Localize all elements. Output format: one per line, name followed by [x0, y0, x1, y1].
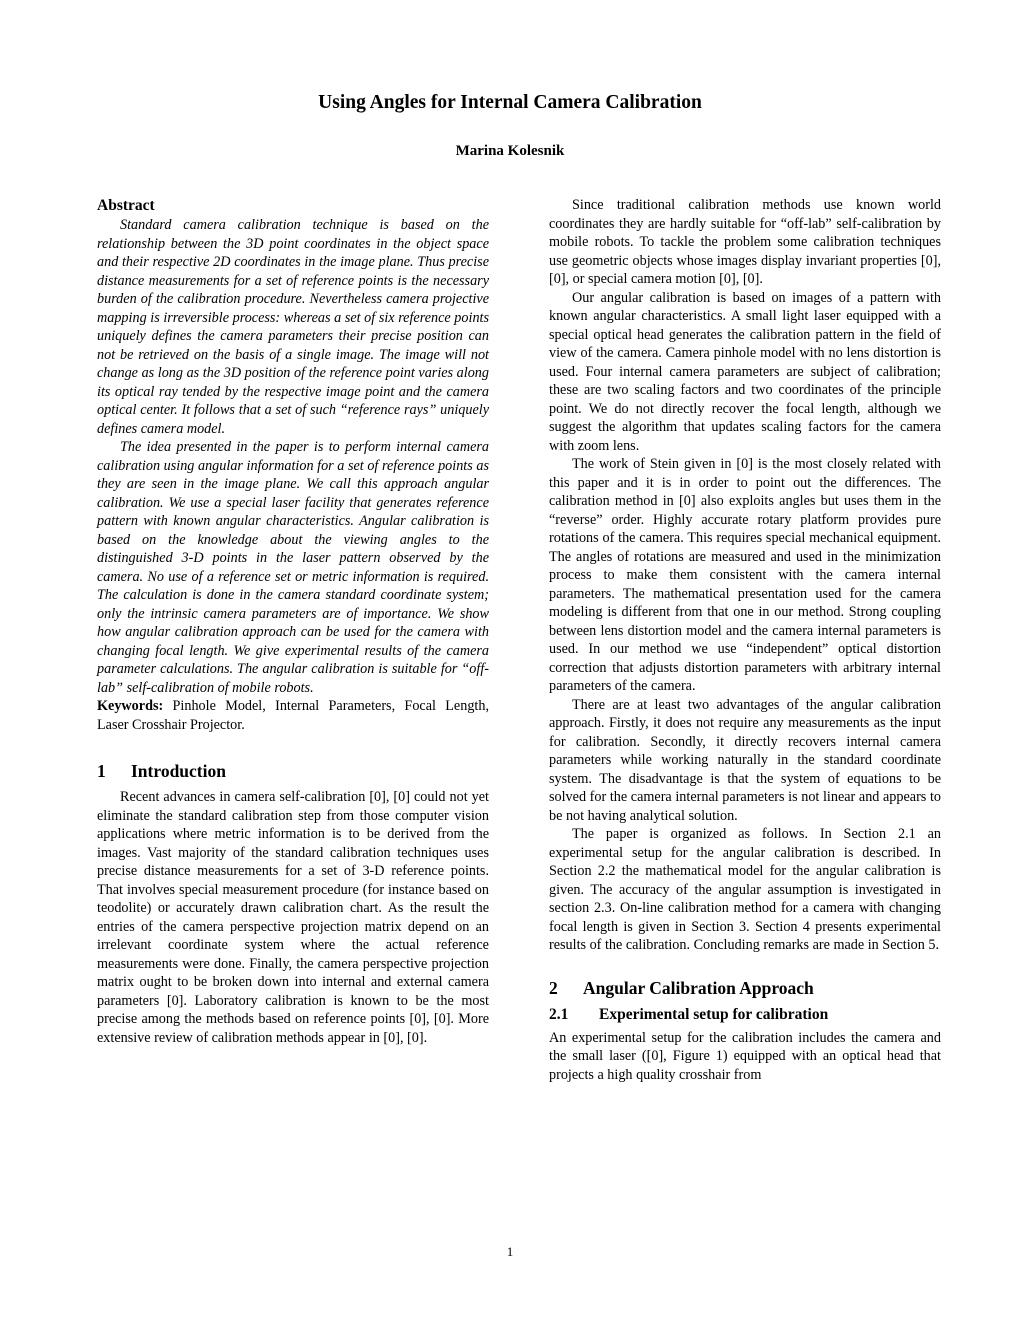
body-paragraph: The work of Stein given in [0] is the most closely related with this paper and it is in order to point out the differences. The calibration method in [0] also exploits angles but uses them in the “reverse” order. Highly accurate rotary platform provides pure rotations of the camera. This requires special mechanical equipment. The angles of rotations are measured and used in the minimization process to make them consistent with the camera internal parameters. The mathematical presentation used for the camera modeling is different from that one in our method. Strong coupling between lens distortion model and the camera internal parameters is used. In our method we use “independent” optical distortion correction that adjusts distortion parameters with arbitrary internal parameters of the camera. [549, 456, 941, 694]
subsection-title: Experimental setup for calibration [599, 1005, 829, 1023]
keywords [97, 697, 489, 734]
keywords-text: Pinhole Model, Internal Parameters, Focal Length, Laser Crosshair Projector. [97, 698, 490, 733]
abstract-paragraph: Standard camera calibration technique is based on the relationship between the 3D point coordinates in the object space and their respective 2D coordinates in the image plane. Thus precise distance measurements for a set of reference points is the necessary burden of the calibration procedure. Nevertheless camera projective mapping is irreversible process: whereas a set of six reference points uniquely defines the camera parameters their precise position can not be retrieved on the basis of a single image. The image will not change as long as the 3D position of the reference point varies along its optical ray tended by the respective image point and the camera optical center. It follows that a set of such “reference rays” uniquely defines camera model. [97, 217, 489, 437]
abstract-heading: Abstract [97, 197, 155, 214]
section-title: Angular Calibration Approach [583, 977, 814, 998]
body-paragraph: An experimental setup for the calibration includes the camera and the small laser ([0], Figure 1) equipped with an optical head that projects a high quality crosshair from [549, 1029, 941, 1083]
paper-title: Using Angles for Internal Camera Calibration [318, 92, 702, 113]
section-title: Introduction [131, 761, 226, 781]
body-paragraph: Our angular calibration is based on images of a pattern with known angular characteristics. A small light laser equipped with a special optical head generates the calibration pattern in the field of view of the camera. Camera pinhole model with no lens distortion is used. Four internal camera parameters are subject of calibration; these are two scaling factors and two coordinates of the principle point. We do not directly recover the focal length, although we suggest the algorithm that updates scaling factors for the camera with zoom lens. [549, 289, 941, 454]
author-name: Marina Kolesnik [455, 143, 565, 159]
section-number: 1 [97, 761, 106, 781]
right-column [549, 196, 941, 1084]
page-number: 1 [506, 1244, 514, 1259]
body-paragraph: The paper is organized as follows. In Section 2.1 an experimental setup for the angular calibration is described. In Section 2.2 the mathematical model for the angular calibration is given. The accuracy of the angular assumption is investigated in section 2.3. On-line calibration method for a camera with changing focal length is given in Section 3. Section 4 presents experimental results of the calibration. Concluding remarks are made in Section 5. [549, 826, 941, 953]
abstract-paragraph: The idea presented in the paper is to perform internal camera calibration using angular information for a set of reference points as they are seen in the image plane. We call this approach angular calibration. We use a special laser facility that generates reference pattern with known angular characteristics. Angular calibration is based on the knowledge about the viewing angles to the distinguished 3-D points in the laser pattern observed by the camera. No use of a reference set or metric information is required. The calculation is done in the camera standard coordinate system; only the intrinsic camera parameters are of importance. We show how angular calibration approach can be used for the camera with changing focal length. We give experimental results of the camera parameter calculations. The angular calibration is suitable for “off-lab” self-calibration of mobile robots. [97, 439, 489, 696]
body-paragraph: There are at least two advantages of the angular calibration approach. Firstly, it does not require any measurements as the input for calibration. Secondly, it directly recovers internal camera parameters while working naturally in the standard coordinate system. The disadvantage is that the system of equations to be solved for the camera internal parameters is not linear and appears to be not having analytical solution. [549, 696, 941, 824]
body-paragraph: Since traditional calibration methods use known world coordinates they are hardly suitable for “off-lab” self-calibration by mobile robots. To tackle the problem some calibration techniques use geometric objects whose images display invariant properties [0], [0], or special camera motion [0], [0]. [549, 197, 941, 287]
subsection-heading-experimental-setup [549, 1005, 941, 1025]
keywords-label: Keywords: [97, 698, 164, 714]
section-heading-introduction [97, 760, 489, 782]
subsection-number: 2.1 [549, 1005, 569, 1023]
section-heading-angular-calibration [549, 977, 941, 999]
section-number: 2 [549, 977, 558, 998]
left-column [97, 196, 489, 1047]
body-paragraph: Recent advances in camera self-calibration [0], [0] could not yet eliminate the standard calibration step from those computer vision applications where metric information is to be derived from the images. Vast majority of the standard calibration techniques uses precise distance measurements for a set of 3-D reference points. That involves special measurement procedure (for instance based on teodolite) or accurately drawn calibration chart. As the result the entries of the camera perspective projection matrix depend on an irrelevant coordinate system where the actual reference measurements were done. Finally, the camera perspective projection matrix ought to be broken down into internal and external camera parameters [0]. Laboratory calibration is known to be the most precise among the methods based on reference points [0], [0]. More extensive review of calibration methods appear in [0], [0]. [97, 789, 489, 1046]
